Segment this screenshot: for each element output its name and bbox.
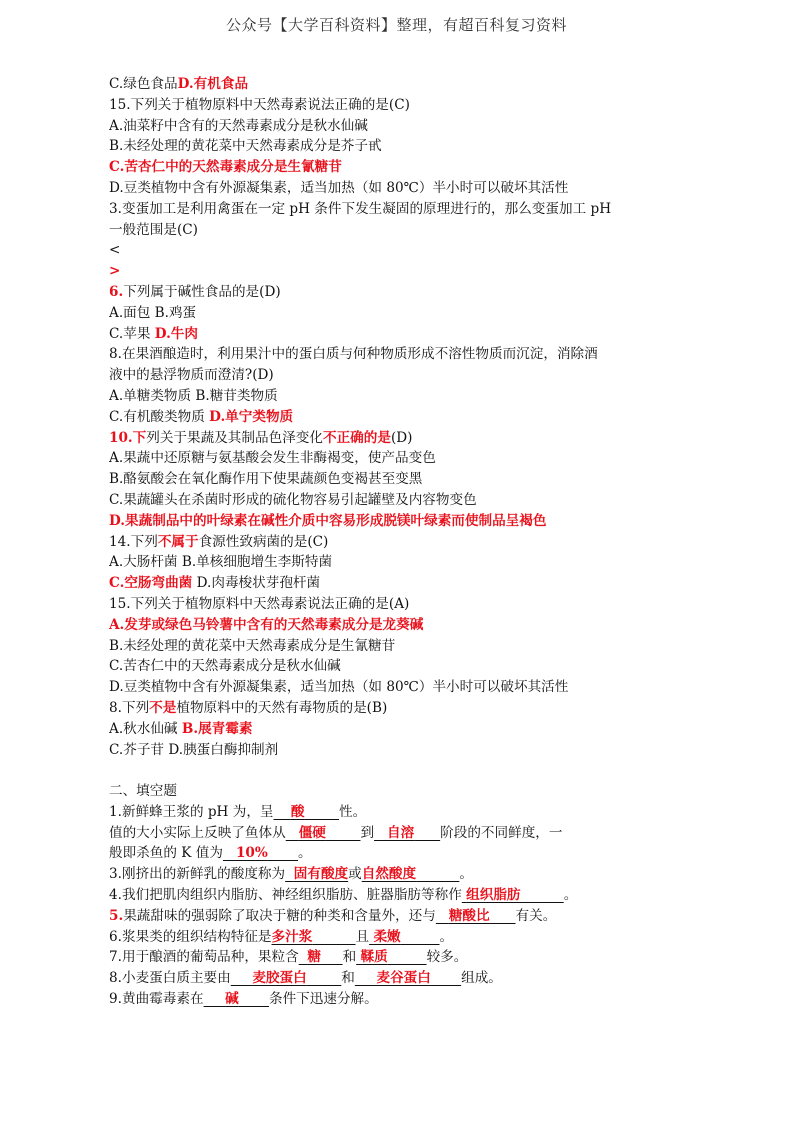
answer-blank xyxy=(223,845,298,861)
fill-question-5 xyxy=(109,906,689,927)
answer-blank xyxy=(285,866,348,882)
fill-text: 且 xyxy=(355,928,370,945)
document-body xyxy=(109,74,689,1010)
answer-blank xyxy=(204,991,269,1007)
fill-text: 阶段的不同鲜度，一 xyxy=(440,824,563,841)
option-d-answer: D.单宁类物质 xyxy=(209,408,294,425)
fill-answer: 组织脂肪 xyxy=(466,887,521,904)
question-6 xyxy=(109,282,689,303)
question-14 xyxy=(109,532,689,553)
question-10 xyxy=(109,428,689,449)
question-8b xyxy=(109,698,689,719)
fill-text: 到 xyxy=(360,824,375,841)
question-15b: 15.下列关于植物原料中天然毒素说法正确的是(A) xyxy=(109,595,410,612)
fill-answer: 多汁浆 xyxy=(271,928,313,945)
option-cd: C.芥子苷 D.胰蛋白酶抑制剂 xyxy=(109,741,279,758)
answer-blank xyxy=(356,949,426,965)
option-b: B.酪氨酸会在氧化酶作用下使果蔬颜色变褐甚至变黑 xyxy=(109,471,423,488)
answer-blank xyxy=(374,825,440,841)
fill-text: 1.新鲜蜂王浆的 pH 为，呈 xyxy=(109,803,274,820)
option-a: A.油菜籽中含有的天然毒素成分是秋水仙碱 xyxy=(109,117,368,134)
option-d-answer: D.有机食品 xyxy=(177,76,249,92)
question-number: 6. xyxy=(109,283,124,300)
option-d: D.豆类植物中含有外源凝集素，适当加热（如 80℃）半小时可以破坏其活性 xyxy=(109,679,569,696)
question-text: 植物原料中的天然有毒物质的是(B) xyxy=(176,699,388,716)
greater-than-symbol: > xyxy=(109,263,121,280)
option-b: B.未经处理的黄花菜中天然毒素成分是生氰糖苷 xyxy=(109,637,396,654)
fill-text: 条件下迅速分解。 xyxy=(269,991,378,1008)
question-text: 下列属于碱性食品的是(D) xyxy=(123,283,281,300)
fill-text: 6.浆果类的组织结构特征是 xyxy=(109,928,272,945)
option-line xyxy=(109,74,689,95)
fill-answer: 10% xyxy=(235,845,268,862)
fill-answer: 柔嫩 xyxy=(373,928,401,945)
fill-text: 7.用于酿酒的葡萄品种，果粒含 xyxy=(109,949,299,966)
option-cd xyxy=(109,573,689,594)
option-c: C.苹果 xyxy=(109,325,151,342)
question-8-line1: 8.在果酒酿造时，利用果汁中的蛋白质与何种物质形成不溶性物质而沉淀，消除酒 xyxy=(109,346,598,363)
option-a: A.秋水仙碱 xyxy=(109,720,178,737)
fill-question-9 xyxy=(109,989,689,1010)
fill-question-6 xyxy=(109,927,689,948)
question-number: 10.下 xyxy=(109,429,147,446)
option-ab xyxy=(109,719,689,740)
option-a: A.果蔬中还原糖与氨基酸会发生非酶褐变，使产品变色 xyxy=(109,450,436,467)
answer-blank xyxy=(369,929,439,945)
question-number: 14.下列 xyxy=(109,533,158,550)
fill-text: 8.小麦蛋白质主要由 xyxy=(109,970,231,987)
fill-question-8 xyxy=(109,968,689,989)
fill-answer: 鞣质 xyxy=(360,949,388,966)
fill-answer: 麦谷蛋白 xyxy=(376,970,431,987)
section-title: 二、填空题 xyxy=(109,783,177,800)
fill-text: 或 xyxy=(348,866,362,883)
fill-text: 般即杀鱼的 K 值为 xyxy=(109,845,223,862)
fill-text: 有关。 xyxy=(515,907,557,924)
question-3-line1: 3.变蛋加工是利用禽蛋在一定 pH 条件下发生凝固的原理进行的，那么变蛋加工 pH xyxy=(109,200,612,217)
option-ab: A.面包 B.鸡蛋 xyxy=(109,304,197,321)
option-c-answer: C.空肠弯曲菌 xyxy=(109,575,193,592)
page-header: 公众号【大学百科资料】整理，有超百科复习资料 xyxy=(225,16,567,34)
fill-answer: 固有酸度 xyxy=(293,866,349,883)
option-a-answer: A.发芽或绿色马铃薯中含有的天然毒素成分是龙葵碱 xyxy=(109,616,424,633)
fill-text: 较多。 xyxy=(426,949,468,966)
option-c: C.绿色食品 xyxy=(109,76,178,92)
option-b-answer: B.展青霉素 xyxy=(181,720,253,737)
fill-text: 。 xyxy=(459,866,473,883)
question-text: 列关于果蔬及其制品色泽变化 xyxy=(146,429,323,446)
fill-answer: 自溶 xyxy=(387,824,415,841)
fill-answer: 麦胶蛋白 xyxy=(252,970,307,987)
question-number: 8.下列 xyxy=(109,699,150,716)
fill-text: 值的大小实际上反映了鱼体从 xyxy=(109,824,286,841)
fill-text: 9.黄曲霉毒素在 xyxy=(109,991,204,1008)
fill-question-7 xyxy=(109,947,689,968)
fill-number: 5. xyxy=(109,907,124,924)
fill-question-3 xyxy=(109,864,689,885)
less-than-symbol: < xyxy=(109,242,121,259)
fill-question-1 xyxy=(109,802,689,823)
answer-blank xyxy=(436,908,516,924)
answer-blank xyxy=(272,929,356,945)
option-ab: A.大肠杆菌 B.单核细胞增生李斯特菌 xyxy=(109,554,333,571)
fill-text: 。 xyxy=(298,845,312,862)
fill-answer: 碱 xyxy=(225,991,239,1008)
question-text: 食源性致病菌的是(C) xyxy=(198,533,329,550)
answer-blank xyxy=(299,949,343,965)
option-d-answer: D.牛肉 xyxy=(154,325,198,342)
option-cd xyxy=(109,324,689,345)
question-answer: (D) xyxy=(390,429,413,446)
option-c: C.果蔬罐头在杀菌时形成的硫化物容易引起罐壁及内容物变色 xyxy=(109,491,477,508)
fill-text: 和 xyxy=(341,970,355,987)
fill-question-2-line2 xyxy=(109,843,689,864)
fill-text: 性。 xyxy=(338,803,367,820)
option-ab: A.单糖类物质 B.糖苷类物质 xyxy=(109,387,278,404)
option-d: D.肉毒梭状芽孢杆菌 xyxy=(196,575,321,592)
answer-blank xyxy=(355,970,461,986)
fill-question-2-line1 xyxy=(109,823,689,844)
question-emphasis: 不属于 xyxy=(157,533,199,550)
fill-text: 果蔬甜味的强弱除了取决于糖的种类和含量外，还与 xyxy=(123,907,436,924)
option-d: D.豆类植物中含有外源凝集素，适当加热（如 80℃）半小时可以破坏其活性 xyxy=(109,179,569,196)
answer-blank xyxy=(231,970,342,986)
answer-blank xyxy=(286,825,361,841)
option-c: C.有机酸类物质 xyxy=(109,408,205,425)
fill-answer: 自然酸度 xyxy=(361,866,417,883)
fill-question-4 xyxy=(109,885,689,906)
fill-answer: 酸 xyxy=(290,803,305,820)
question-emphasis: 不正确的是 xyxy=(322,429,391,446)
question-8-line2: 液中的悬浮物质而澄清?(D) xyxy=(109,367,274,384)
fill-text: 。 xyxy=(439,928,454,945)
fill-text: 4.我们把肌肉组织内脂肪、神经组织脂肪、脏器脂肪等称作 xyxy=(109,887,462,904)
question-15a: 15.下列关于植物原料中天然毒素说法正确的是(C) xyxy=(109,96,410,113)
question-emphasis: 不是 xyxy=(149,699,177,716)
option-c: C.苦杏仁中的天然毒素成分是秋水仙碱 xyxy=(109,658,341,675)
fill-text: 和 xyxy=(342,949,357,966)
spacer xyxy=(109,760,689,781)
fill-text: 。 xyxy=(563,887,578,904)
answer-blank xyxy=(462,887,564,903)
option-cd xyxy=(109,407,689,428)
option-c-answer: C.苦杏仁中的天然毒素成分是生氰糖苷 xyxy=(109,159,342,176)
option-d-answer: D.果蔬制品中的叶绿素在碱性介质中容易形成脱镁叶绿素而使制品呈褐色 xyxy=(109,512,547,529)
fill-text: 3.刚挤出的新鲜乳的酸度称为 xyxy=(109,866,286,883)
option-b: B.未经处理的黄花菜中天然毒素成分是芥子甙 xyxy=(109,138,382,155)
fill-answer: 糖酸比 xyxy=(448,907,490,924)
fill-answer: 糖 xyxy=(307,949,321,966)
answer-blank xyxy=(274,804,339,820)
fill-answer: 僵硬 xyxy=(298,824,326,841)
question-3-line2: 一般范围是(C) xyxy=(109,221,198,238)
answer-blank xyxy=(362,866,460,882)
fill-text: 组成。 xyxy=(461,970,502,987)
